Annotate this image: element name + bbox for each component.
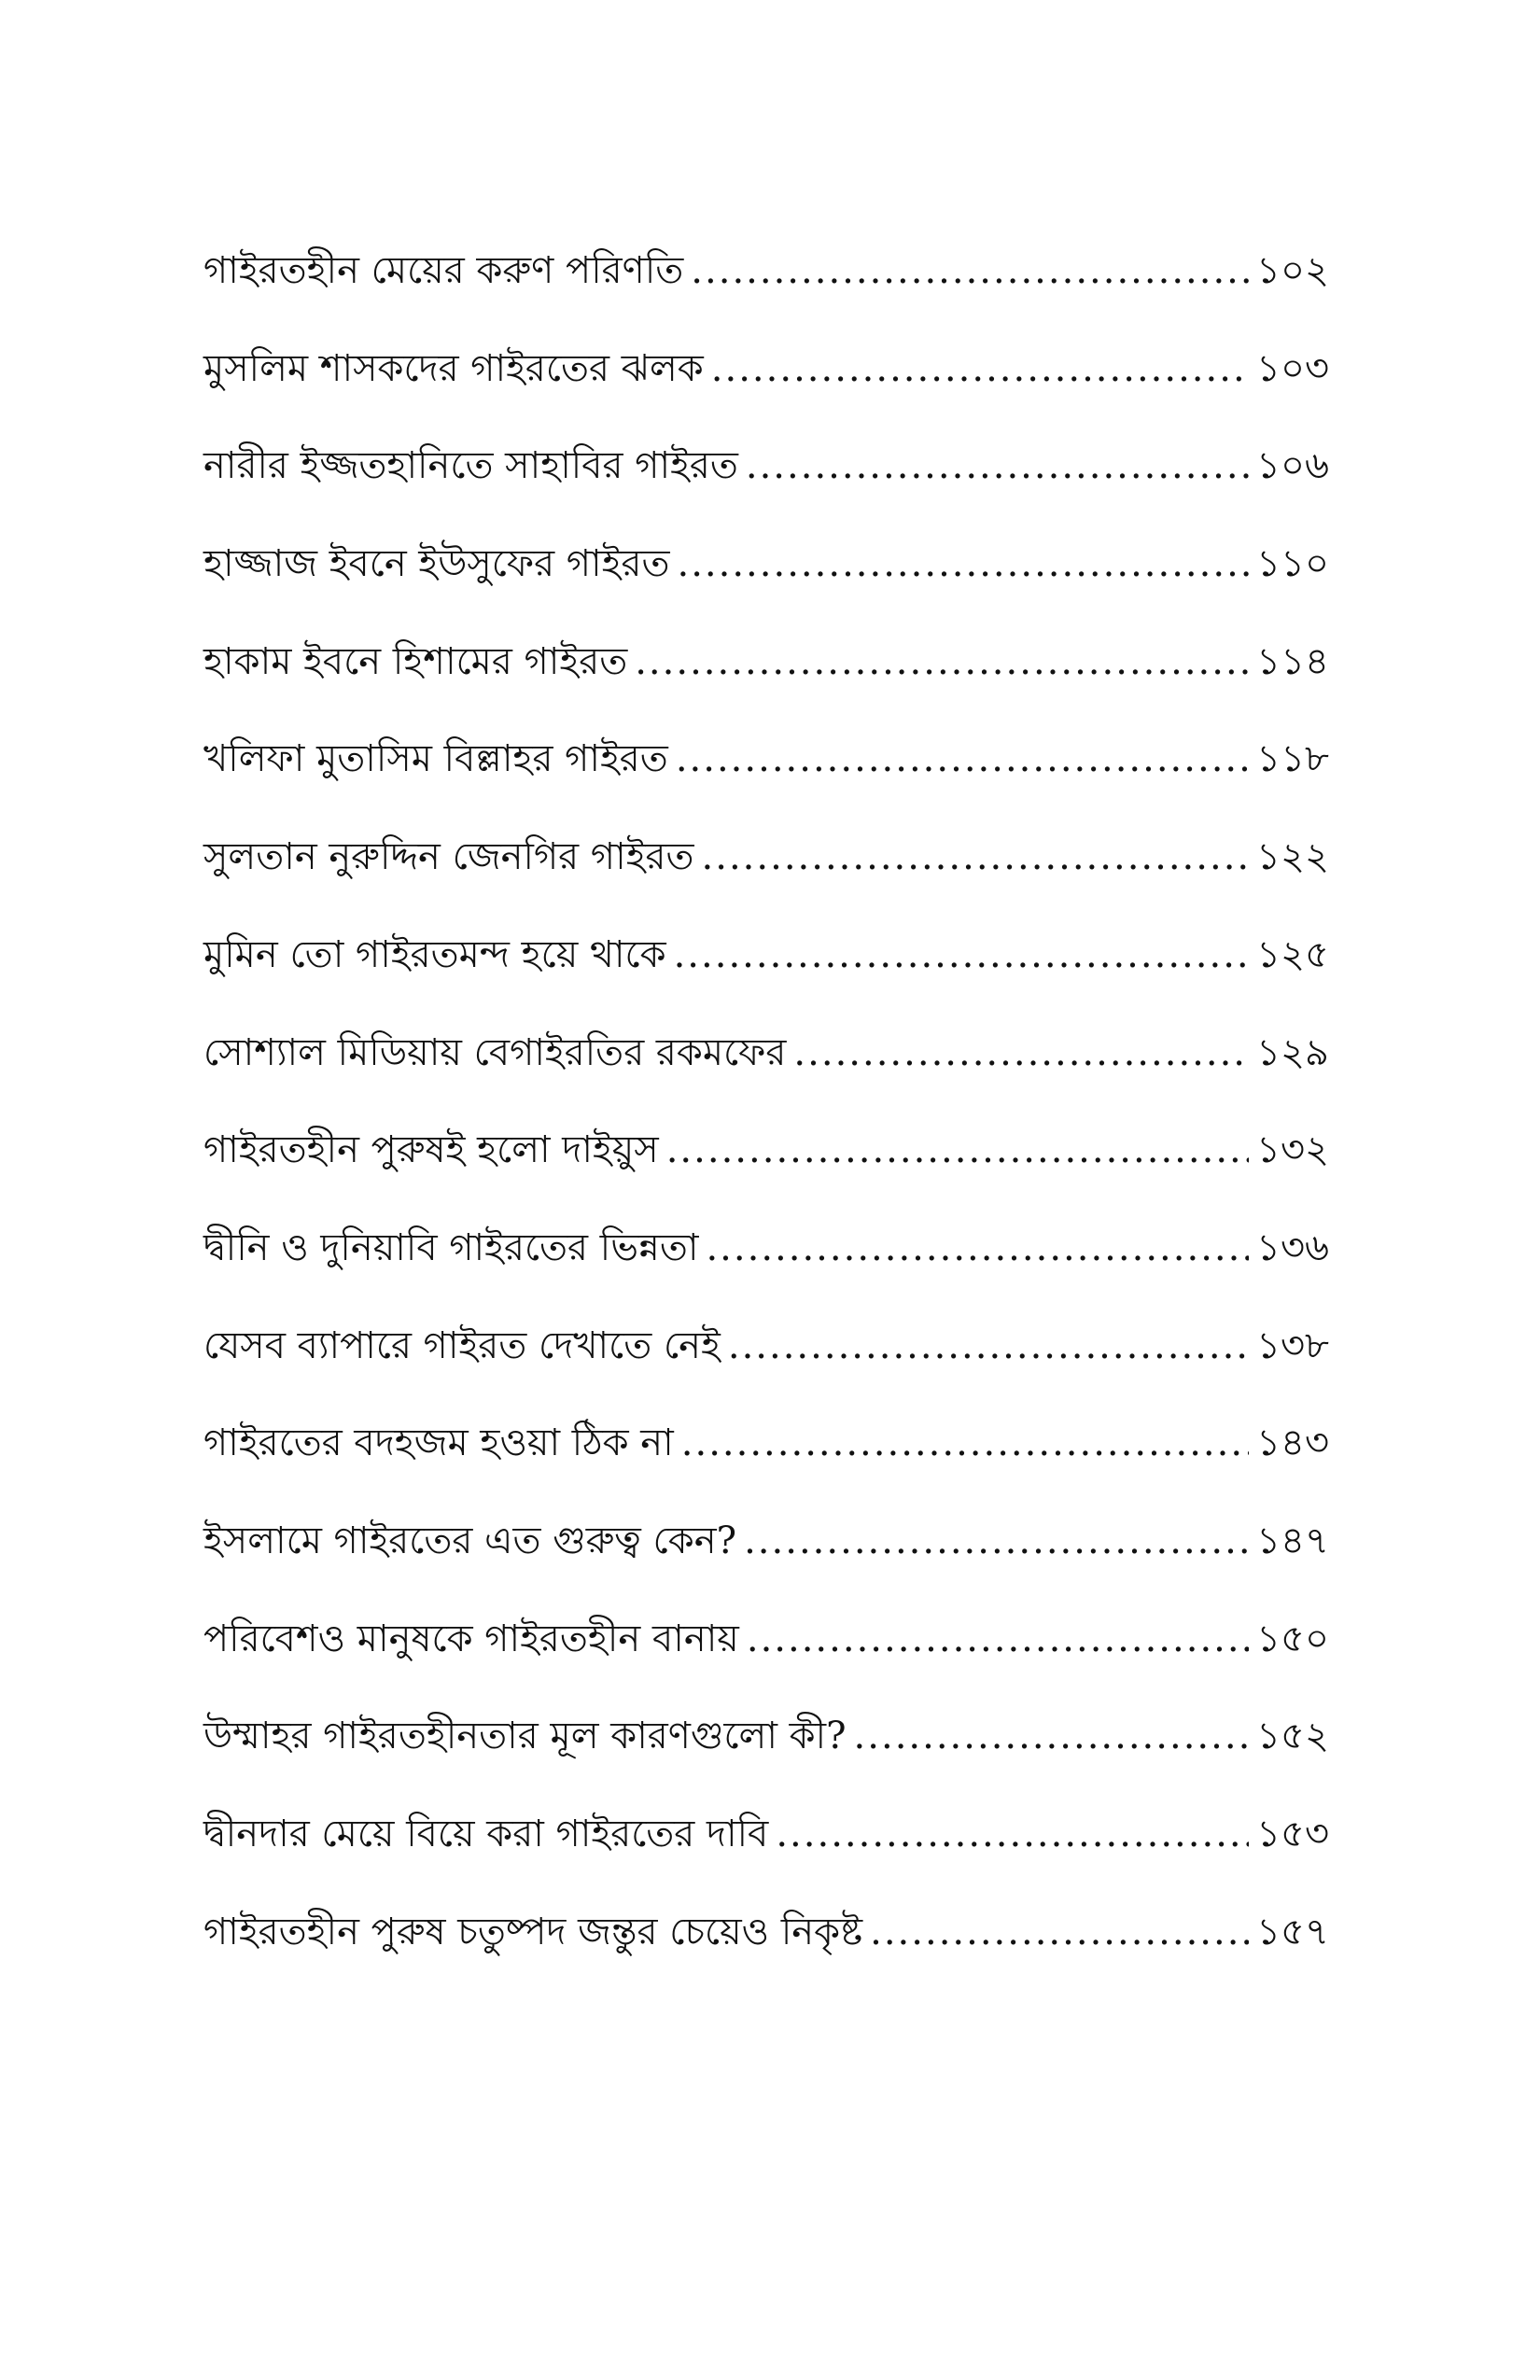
toc-entry — [203, 245, 1329, 343]
toc-entry — [203, 636, 1329, 734]
toc-entry — [203, 1222, 1329, 1320]
toc-entry-page: ১২২ — [1256, 835, 1329, 879]
toc-entry-title: দ্বীনি ও দুনিয়াবি গাইরতের ভিন্নতা — [203, 1225, 699, 1269]
toc-entry — [203, 1515, 1329, 1613]
toc-entry — [203, 538, 1329, 636]
toc-entry-page: ১৩৬ — [1256, 1225, 1329, 1269]
toc-entry-title: সোশ্যাল মিডিয়ায় বেগাইরতির রকমফের — [203, 1030, 787, 1074]
toc-dot-leader — [681, 1417, 1249, 1469]
toc-dot-leader — [747, 1613, 1249, 1665]
toc-entry-title: মুমিন তো গাইরতমন্দ হয়ে থাকে — [203, 932, 666, 976]
toc-entry-page: ১০২ — [1256, 249, 1329, 292]
toc-entry — [203, 1808, 1329, 1906]
toc-entry — [203, 1417, 1329, 1515]
toc-entry — [203, 1124, 1329, 1222]
toc-entry-title: হাকাম ইবনে হিশামের গাইরত — [203, 639, 628, 683]
toc-dot-leader — [793, 1027, 1249, 1079]
toc-entry — [203, 343, 1329, 441]
toc-entry-title: ইসলামে গাইরতের এত গুরুত্ব কেন? — [203, 1519, 737, 1562]
toc-entry-page: ১১৪ — [1256, 639, 1329, 683]
toc-dot-leader — [728, 1320, 1249, 1372]
toc-dot-leader — [711, 343, 1249, 395]
toc-entry-title: গাইরতহীন পুরুষই হলো দাইয়ুস — [203, 1128, 659, 1172]
toc-entry-page: ১০৬ — [1256, 444, 1329, 488]
toc-entry — [203, 1906, 1329, 2004]
toc-entry-title: গাইরতহীন মেয়ের করুণ পরিণতি — [203, 249, 684, 292]
toc-entry — [203, 440, 1329, 538]
toc-dot-leader — [635, 636, 1249, 688]
toc-dot-leader — [676, 733, 1249, 785]
toc-entry-page: ১৩২ — [1256, 1128, 1329, 1172]
toc-entry-title: গাইরতহীন পুরুষ চতুষ্পদ জন্তুর চেয়েও নিকৃষ্ট — [203, 1910, 863, 1953]
toc-entry-page: ১৫৭ — [1256, 1910, 1329, 1953]
toc-entry — [203, 1320, 1329, 1418]
toc-entry-title: দ্বীনদার মেয়ে বিয়ে করা গাইরতের দাবি — [203, 1813, 769, 1855]
toc-entry-page: ১১৮ — [1256, 737, 1329, 781]
toc-entry-title: পরিবেশও মানুষকে গাইরতহীন বানায় — [203, 1617, 739, 1660]
toc-entry — [203, 733, 1329, 831]
toc-dot-leader — [776, 1808, 1249, 1860]
toc-dot-leader — [677, 538, 1249, 590]
toc-entry-page: ১৫০ — [1256, 1617, 1329, 1660]
toc-entry — [203, 1613, 1329, 1711]
toc-entry-page: ১৫৩ — [1256, 1813, 1329, 1855]
toc-entry-page: ১২৫ — [1256, 932, 1329, 976]
toc-entry — [203, 831, 1329, 929]
toc-dot-leader — [870, 1906, 1249, 1958]
toc-entry-page: ১৪৩ — [1256, 1421, 1329, 1465]
toc-entry — [203, 1710, 1329, 1808]
toc-entry-title: হাজ্জাজ ইবনে ইউসুফের গাইরত — [203, 542, 670, 586]
toc-dot-leader — [666, 1124, 1249, 1176]
toc-entry-page: ১৩৮ — [1256, 1323, 1329, 1367]
toc-dot-leader — [691, 245, 1249, 297]
toc-entry-title: যেসব ব্যাপারে গাইরত দেখাতে নেই — [203, 1323, 721, 1367]
toc-dot-leader — [744, 1515, 1249, 1567]
toc-entry-page: ১০৩ — [1256, 346, 1329, 390]
toc-entry — [203, 929, 1329, 1027]
table-of-contents — [203, 245, 1329, 2003]
toc-entry-title: গাইরতের বদহজম হওয়া ঠিক না — [203, 1421, 674, 1465]
toc-entry — [203, 1027, 1329, 1125]
toc-entry-page: ১২৯ — [1256, 1030, 1329, 1074]
toc-entry-page: ১৫২ — [1256, 1715, 1329, 1758]
toc-dot-leader — [674, 929, 1249, 981]
toc-dot-leader — [746, 440, 1249, 492]
toc-entry-page: ১১০ — [1256, 542, 1329, 586]
toc-entry-title: নারীর ইজ্জতহানিতে সাহাবির গাইরত — [203, 444, 738, 488]
toc-entry-title: উম্মাহর গাইরতহীনতার মূল কারণগুলো কী? — [203, 1715, 847, 1758]
toc-dot-leader — [854, 1710, 1250, 1762]
toc-entry-title: সুলতান নুরুদ্দিন জেনগির গাইরত — [203, 835, 694, 879]
toc-entry-page: ১৪৭ — [1256, 1519, 1329, 1562]
toc-entry-title: খলিফা মুতাসিম বিল্লাহর গাইরত — [203, 737, 668, 781]
toc-dot-leader — [706, 1222, 1249, 1274]
toc-entry-title: মুসলিম শাসকদের গাইরতের ঝলক — [203, 346, 704, 390]
toc-dot-leader — [702, 831, 1249, 883]
